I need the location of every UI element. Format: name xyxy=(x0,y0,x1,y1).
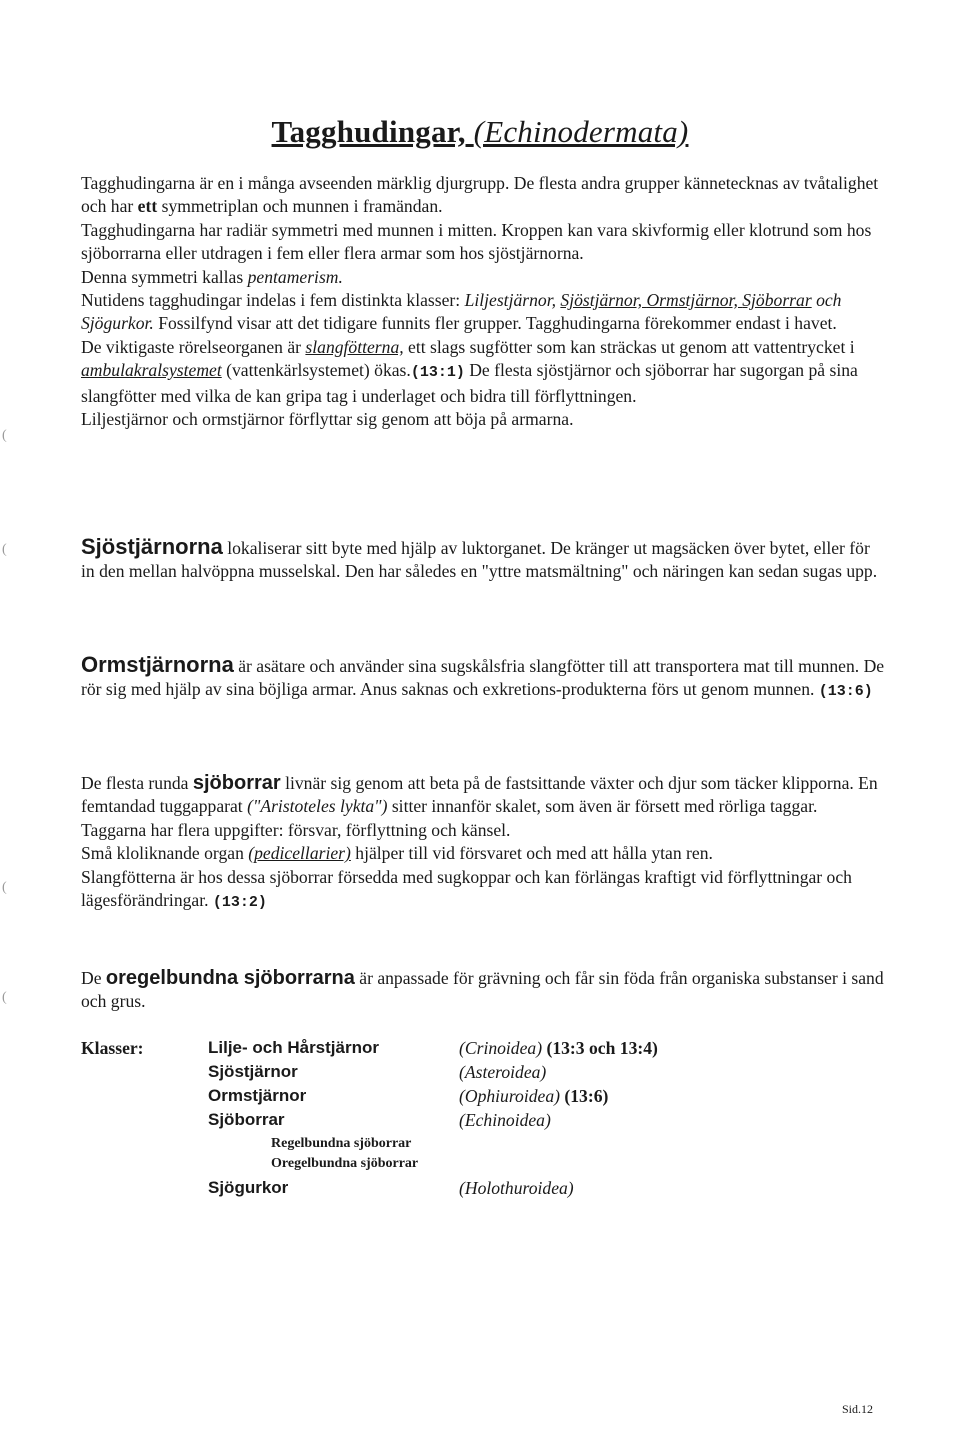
margin-bracket: ( xyxy=(2,428,7,443)
class-name: Ormstjärnor xyxy=(208,1086,307,1105)
ormstjarnor-section xyxy=(81,653,886,704)
class-latin xyxy=(459,1110,551,1131)
ref-13-2: (13:2) xyxy=(212,894,267,912)
sjoborrar-text-4: hjälper till vid försvaret och med att hålla ytan ren. xyxy=(350,843,713,864)
page-number: Sid.12 xyxy=(842,1402,874,1416)
latin-name: (Asteroidea) xyxy=(459,1062,547,1082)
sjoborrar-text-5: Slangfötterna är hos dessa sjöborrar försedda med sugkoppar och kan förlängas kraftigt vid förflyttningar och lägesförändringar. xyxy=(81,866,852,911)
class-sjostjarnor: Sjöstjärnor, xyxy=(560,290,647,311)
class-name: Lilje- och Hårstjärnor xyxy=(208,1038,379,1057)
term-ambulakralsystemet: ambulakralsystemet xyxy=(81,360,222,381)
sjoborrar-text-3: Små kloliknande organ xyxy=(81,843,249,864)
class-liljestjarnor: Liljestjärnor, xyxy=(464,290,561,311)
intro-paragraph-1 xyxy=(81,172,886,219)
ref-13-1: (13:1) xyxy=(410,364,465,382)
latin-name: (Holothuroidea) xyxy=(459,1178,574,1198)
intro-text-5: De viktigaste rörelseorganen är xyxy=(81,336,306,357)
title-main: Tagghudingar, xyxy=(271,114,474,149)
latin-name: (Ophiuroidea) xyxy=(459,1086,560,1106)
title-latin: (Echinodermata) xyxy=(473,114,689,149)
class-latin xyxy=(459,1178,574,1199)
intro-section xyxy=(81,172,886,431)
sjostjarnor-paragraph xyxy=(81,535,886,584)
intro-text-5-end: De flesta sjöstjärnor och sjöborrar har sugorgan på sina slangfötter med vilka de kan gripa tag i underlaget och bidra till förflyttningen. xyxy=(81,360,858,406)
intro-bold-ett: ett xyxy=(137,196,158,217)
latin-name: (Echinoidea) xyxy=(459,1110,551,1130)
intro-text-4-end: Fossilfynd visar att det tidigare funnits fler grupper. Tagghudingarna förekommer endast i havet. xyxy=(153,313,837,334)
sjoborrar-heading: sjöborrar xyxy=(192,772,281,794)
intro-text-1-end: symmetriplan och munnen i framändan. xyxy=(157,196,443,217)
class-sjoborrar: Sjöborrar xyxy=(742,290,812,311)
sjostjarnor-text: lokaliserar sitt byte med hjälp av luktorganet. De kränger ut magsäcken över bytet, eller för in den mellan halvöppna musselskal. Den har således en "yttre matsmältning" och näringen kan sedan sugas upp. xyxy=(81,538,878,582)
oregelbundna-paragraph xyxy=(81,967,886,1014)
class-ormstjarnor: Ormstjärnor, xyxy=(646,290,743,311)
oregelbundna-heading: oregelbundna sjöborrarna xyxy=(105,967,355,989)
sjoborrar-paragraph-3 xyxy=(81,866,886,915)
intro-paragraph-4 xyxy=(81,289,886,336)
class-name: Sjöstjärnor xyxy=(208,1062,298,1081)
intro-paragraph-2: Tagghudingarna har radiär symmetri med munnen i mitten. Kroppen kan vara skivformig eller klotrund som hos sjöborrarna eller utdragen i fem eller flera armar som hos sjöstjärnorna. xyxy=(81,219,872,264)
ormstjarnor-heading: Ormstjärnorna xyxy=(81,652,234,677)
page-title xyxy=(0,114,960,150)
term-pentamerism: pentamerism. xyxy=(247,266,343,287)
margin-bracket: ( xyxy=(2,542,7,557)
subclass-regelbundna: Regelbundna sjöborrar xyxy=(271,1136,412,1151)
latin-name: (Crinoidea) xyxy=(459,1038,543,1058)
class-ref: (13:6) xyxy=(559,1086,609,1106)
ormstjarnor-paragraph xyxy=(81,653,886,704)
intro-text-5-mid: ett slags sugfötter som kan sträckas ut genom att vattentrycket i xyxy=(403,336,855,357)
sjoborrar-text-1: livnär sig genom att beta på de fastsittande växter och djur som täcker klipporna. En femtandad tuggapparat xyxy=(81,773,878,817)
oregelbundna-section xyxy=(81,967,886,1014)
intro-text-4: Nutidens tagghudingar indelas i fem distinkta klasser: xyxy=(81,290,465,311)
oregelbundna-text: är anpassade för grävning och får sin föda från organiska substanser i sand och grus. xyxy=(81,968,884,1012)
class-latin xyxy=(459,1062,546,1083)
class-latin xyxy=(459,1038,658,1059)
ormstjarnor-text: är asätare och använder sina sugskålsfria slangfötter till att transportera mat till munnen. De rör sig med hjälp av sina böjliga armar. Anus saknas och exkretions-produkterna förs ut genom munnen. xyxy=(81,656,885,700)
sjostjarnor-heading: Sjöstjärnorna xyxy=(81,534,223,559)
intro-text-3: Denna symmetri kallas xyxy=(81,266,248,287)
class-name: Sjögurkor xyxy=(208,1178,289,1197)
term-slangfotterna: slangfötterna, xyxy=(305,336,404,357)
term-aristoteles-lykta: ("Aristoteles lykta") xyxy=(247,796,388,817)
sjoborrar-paragraph-2 xyxy=(81,842,886,865)
class-sjogurkor: och Sjögurkor. xyxy=(81,290,842,334)
oregelbundna-pre: De xyxy=(81,968,106,988)
margin-bracket: ( xyxy=(2,880,7,895)
sjoborrar-pre: De flesta runda xyxy=(81,773,193,793)
class-ref: (13:3 och 13:4) xyxy=(542,1038,658,1058)
sjostjarnor-section xyxy=(81,535,886,584)
term-pedicellarier: (pedicellarier) xyxy=(248,843,351,864)
sjoborrar-section xyxy=(81,772,886,914)
subclass-oregelbundna: Oregelbundna sjöborrar xyxy=(271,1156,419,1171)
intro-paragraph-3 xyxy=(81,266,886,289)
ref-13-6: (13:6) xyxy=(818,683,873,701)
sjoborrar-text-2: sitter innanför skalet, som även är försett med rörliga taggar. Taggarna har flera uppgifter: försvar, förflyttning och känsel. xyxy=(81,796,818,840)
intro-text-1: Tagghudingarna är en i många avseenden märklig djurgrupp. De flesta andra grupper kännetecknas av tvåtalighet och har xyxy=(81,173,879,217)
intro-paragraph-6: Liljestjärnor och ormstjärnor förflyttar sig genom att böja på armarna. xyxy=(81,409,574,430)
intro-text-5-mid2: (vattenkärlsystemet) ökas. xyxy=(221,360,411,381)
margin-bracket: ( xyxy=(2,990,7,1005)
class-name: Sjöborrar xyxy=(208,1110,285,1129)
classes-label: Klasser: xyxy=(81,1038,144,1058)
class-latin xyxy=(459,1086,608,1107)
intro-paragraph-5 xyxy=(81,336,886,408)
sjoborrar-paragraph-1 xyxy=(81,772,886,842)
